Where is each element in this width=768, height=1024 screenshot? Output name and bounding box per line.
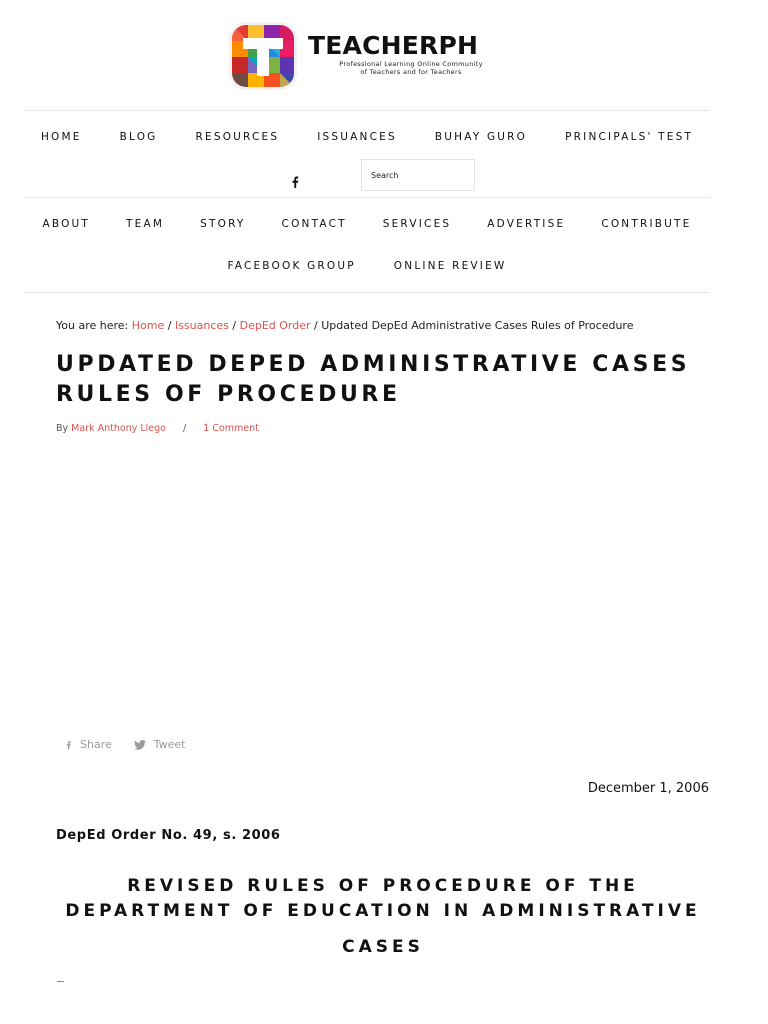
document-heading-line1: REVISED RULES OF PROCEDURE OF THE [127,876,639,896]
logo-title: TEACHERPH [308,31,479,60]
breadcrumb-prefix: You are here: [56,319,129,332]
share-button[interactable] [65,738,112,751]
author-link[interactable]: Mark Anthony Llego [71,423,166,434]
facebook-icon[interactable] [290,176,300,188]
nav-home[interactable]: HOME [40,131,82,143]
document-heading [56,874,710,960]
document-date: December 1, 2006 [587,781,709,796]
text-fragment-mark [57,981,64,982]
primary-nav [24,131,710,143]
breadcrumb-current: Updated DepEd Administrative Cases Rules of Procedure [321,319,634,332]
byline [56,423,259,434]
breadcrumb-home[interactable]: Home [131,319,165,332]
teacherph-logo-icon [226,20,300,92]
twitter-icon [134,740,146,750]
facebook-icon [65,740,72,750]
byline-separator: / [183,423,187,434]
logo-tagline-line1: Professional Learning Online Community [339,60,483,68]
nav-buhay-guro[interactable]: BUHAY GURO [434,131,528,143]
breadcrumb-separator: / [232,319,237,332]
breadcrumb-issuances[interactable]: Issuances [174,319,229,332]
nav-about[interactable]: ABOUT [42,218,91,230]
document-heading-line3: CASES [342,937,424,957]
nav-advertise[interactable]: ADVERTISE [487,218,566,230]
comments-link[interactable]: 1 Comment [203,423,259,434]
byline-prefix: By [56,423,69,434]
page-title: UPDATED DEPED ADMINISTRATIVE CASES RULES OF PROCEDURE [56,352,691,407]
nav-team[interactable]: TEAM [126,218,165,230]
nav-bottom-divider [24,292,710,293]
secondary-nav [24,218,710,230]
header-divider [24,110,710,111]
document-order-number: DepEd Order No. 49, s. 2006 [56,828,281,843]
search-input[interactable] [362,160,474,190]
tertiary-nav [24,260,710,272]
nav-facebook-group[interactable]: FACEBOOK GROUP [227,260,356,272]
document-heading-line2: DEPARTMENT OF EDUCATION IN ADMINISTRATIVE [65,901,701,921]
nav-divider [24,197,710,198]
logo-tagline-line2: of Teachers and for Teachers [360,68,462,76]
nav-blog[interactable]: BLOG [119,131,158,143]
tweet-label: Tweet [153,738,186,751]
nav-resources[interactable]: RESOURCES [195,131,280,143]
breadcrumb-deped-order[interactable]: DepEd Order [239,319,311,332]
breadcrumb-separator: / [314,319,318,332]
logo-tagline [316,60,506,76]
nav-contribute[interactable]: CONTRIBUTE [601,218,692,230]
share-label: Share [80,738,112,751]
nav-issuances[interactable]: ISSUANCES [317,131,397,143]
nav-principals-test[interactable]: PRINCIPALS' TEST [565,131,694,143]
nav-contact[interactable]: CONTACT [281,218,347,230]
search-box[interactable] [361,159,475,191]
site-logo[interactable] [226,20,516,92]
breadcrumb [56,319,633,332]
nav-services[interactable]: SERVICES [382,218,452,230]
nav-online-review[interactable]: ONLINE REVIEW [393,260,507,272]
nav-story[interactable]: STORY [200,218,246,230]
tweet-button[interactable] [134,738,186,751]
breadcrumb-separator: / [167,319,172,332]
share-bar [65,738,208,751]
